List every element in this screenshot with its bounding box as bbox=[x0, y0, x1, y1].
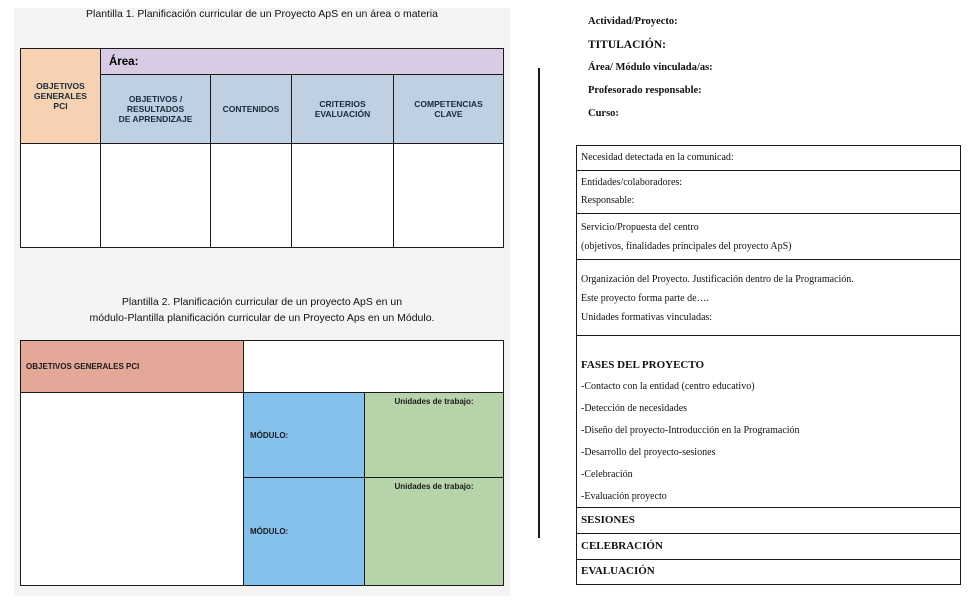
sesiones-label: SESIONES bbox=[581, 514, 635, 526]
empty-cell bbox=[211, 144, 292, 248]
project-header bbox=[588, 12, 713, 127]
header-line: DE APRENDIZAJE bbox=[118, 114, 193, 124]
objetivos-generales-line: OBJETIVOS bbox=[36, 81, 85, 91]
fase-item: -Detección de necesidades bbox=[581, 403, 688, 414]
contenidos-header bbox=[211, 75, 292, 144]
fases-title: FASES DEL PROYECTO bbox=[581, 359, 705, 371]
servicio-label: Servicio/Propuesta del centro bbox=[581, 222, 699, 233]
plantilla1-title: Plantilla 1. Planificación curricular de un Proyecto ApS en un área o materia bbox=[86, 8, 438, 20]
sesiones-section bbox=[577, 508, 960, 534]
plantilla2-title bbox=[14, 294, 510, 326]
competencias-header bbox=[394, 75, 504, 144]
project-form bbox=[576, 145, 961, 585]
area-header: Área: bbox=[101, 49, 504, 75]
celebracion-section bbox=[577, 534, 960, 560]
objetivos-generales-line: GENERALES bbox=[34, 91, 87, 101]
entidades-section bbox=[577, 171, 960, 214]
plantilla1-table bbox=[20, 48, 504, 248]
servicio-section bbox=[577, 214, 960, 260]
empty-cell bbox=[394, 144, 504, 248]
header-line: COMPETENCIAS bbox=[414, 99, 483, 109]
unidades-trabajo-cell: Unidades de trabajo: bbox=[365, 393, 504, 478]
modulo-cell: MÓDULO: bbox=[244, 478, 365, 586]
servicio-detalle: (objetivos, finalidades principales del proyecto ApS) bbox=[581, 241, 792, 252]
criterios-header bbox=[292, 75, 394, 144]
unidades-trabajo-cell: Unidades de trabajo: bbox=[365, 478, 504, 586]
plantilla2-table bbox=[20, 340, 504, 586]
evaluacion-section bbox=[577, 560, 960, 584]
plantilla2-title-line: módulo-Plantilla planificación curricular de un Proyecto Aps en un Módulo. bbox=[89, 312, 435, 324]
empty-cell bbox=[101, 144, 211, 248]
modulo-cell: MÓDULO: bbox=[244, 393, 365, 478]
actividad-label: Actividad/Proyecto: bbox=[588, 16, 678, 27]
evaluacion-label: EVALUACIÓN bbox=[581, 565, 655, 577]
objetivos-resultados-header bbox=[101, 75, 211, 144]
empty-cell bbox=[21, 393, 244, 586]
plantilla2-title-line: Plantilla 2. Planificación curricular de un proyecto ApS en un bbox=[121, 296, 403, 308]
objetivos-generales-pci-header: OBJETIVOS GENERALES PCI bbox=[21, 341, 244, 393]
vertical-divider bbox=[538, 68, 540, 538]
header-line: CONTENIDOS bbox=[222, 104, 280, 114]
entidades-label: Entidades/colaboradores: bbox=[581, 177, 683, 188]
objetivos-generales-line: PCI bbox=[53, 101, 68, 111]
fase-item: -Contacto con la entidad (centro educativo) bbox=[581, 381, 755, 392]
forma-parte-label: Este proyecto forma parte de…. bbox=[581, 293, 710, 304]
organizacion-section bbox=[577, 260, 960, 336]
empty-cell bbox=[21, 144, 101, 248]
header-line: EVALUACIÓN bbox=[314, 109, 371, 119]
titulacion-label: TITULACIÓN: bbox=[588, 39, 666, 51]
fase-item: -Celebración bbox=[581, 469, 633, 480]
celebracion-label: CELEBRACIÓN bbox=[581, 540, 663, 552]
header-line: CRITERIOS bbox=[319, 99, 366, 109]
fase-item: -Diseño del proyecto-Introducción en la Programación bbox=[581, 425, 800, 436]
empty-cell bbox=[244, 341, 504, 393]
curso-label: Curso: bbox=[588, 108, 619, 119]
header-line: OBJETIVOS / bbox=[128, 94, 183, 104]
unidades-formativas-label: Unidades formativas vinculadas: bbox=[581, 312, 713, 323]
header-line: RESULTADOS bbox=[126, 104, 185, 114]
fases-section bbox=[577, 336, 960, 508]
necesidad-section bbox=[577, 146, 960, 171]
header-line: CLAVE bbox=[434, 109, 463, 119]
objetivos-generales-cell bbox=[21, 49, 101, 144]
profesorado-label: Profesorado responsable: bbox=[588, 85, 702, 96]
fase-item: -Desarrollo del proyecto-sesiones bbox=[581, 447, 716, 458]
organizacion-label: Organización del Proyecto. Justificación dentro de la Programación. bbox=[581, 274, 854, 285]
empty-cell bbox=[292, 144, 394, 248]
necesidad-label: Necesidad detectada en la comunicad: bbox=[581, 152, 734, 163]
responsable-label: Responsable: bbox=[581, 195, 635, 206]
fase-item: -Evaluación proyecto bbox=[581, 491, 667, 502]
area-modulo-label: Área/ Módulo vinculada/as: bbox=[588, 62, 713, 73]
